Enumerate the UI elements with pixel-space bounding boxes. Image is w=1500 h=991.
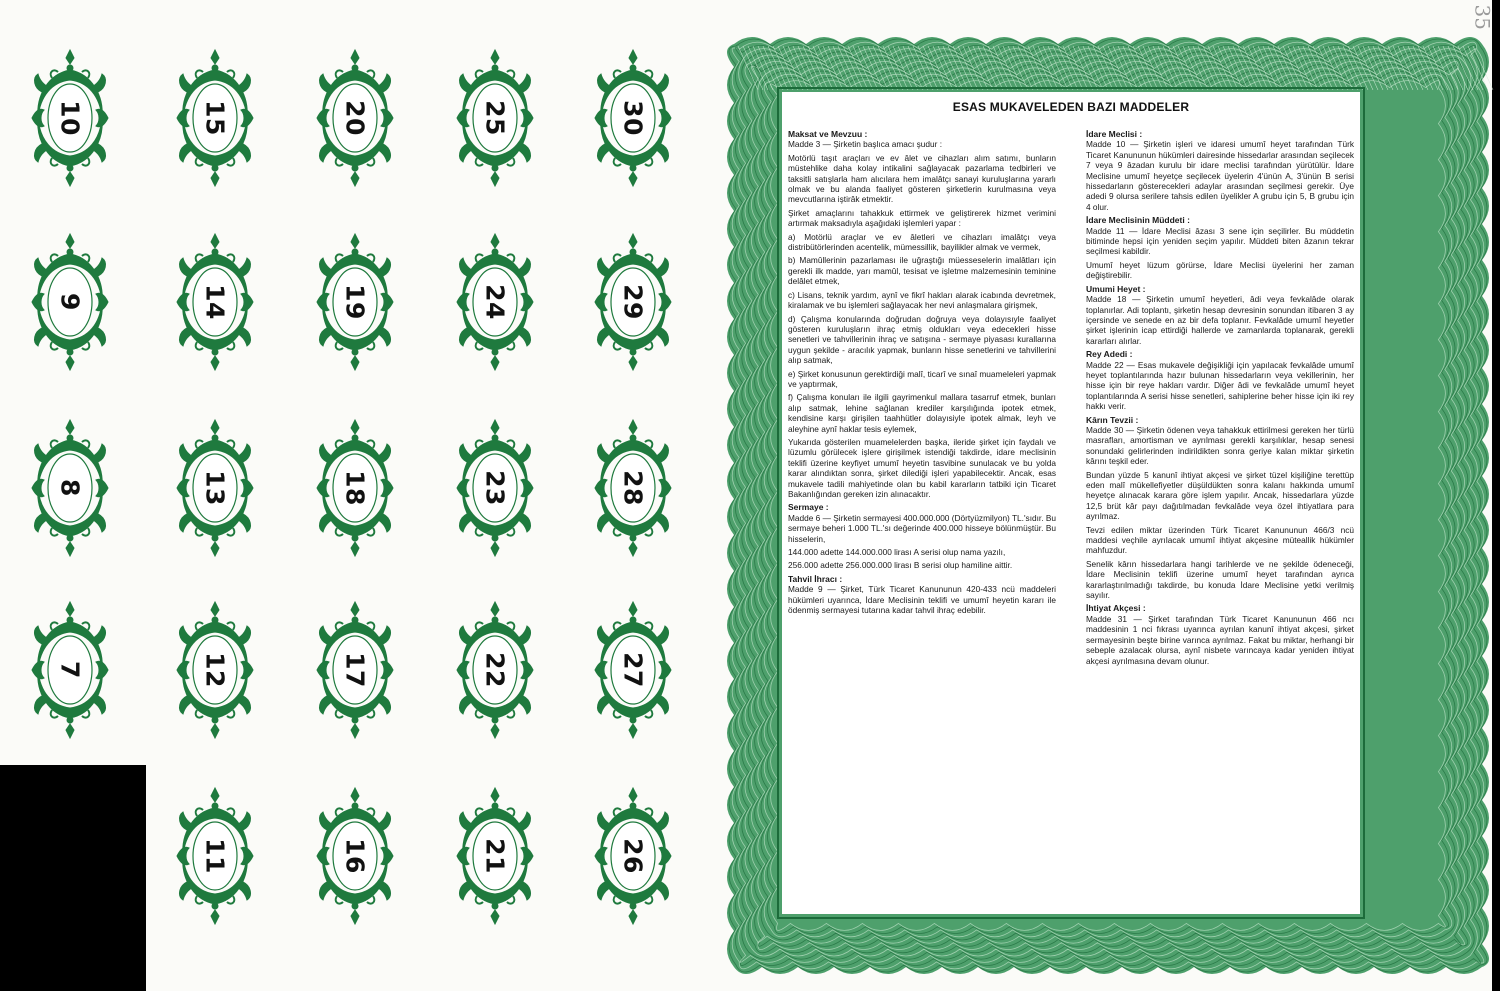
coupon-number: 29	[618, 284, 648, 320]
coupon-grid	[0, 0, 710, 991]
dividend-coupon	[315, 786, 395, 926]
coupon-number: 19	[340, 284, 370, 320]
dividend-coupon	[315, 232, 395, 372]
certificate-title: ESAS MUKAVELEDEN BAZI MADDELER	[952, 100, 1190, 114]
article-paragraph: Madde 3 — Şirketin başlıca amacı şudur :	[788, 139, 943, 150]
article-paragraph: Madde 11 — İdare Meclisi âzası 3 sene için seçilirler. Bu müddetin bitiminde hepsi için yeniden seçim yapılır. Müddeti biten âzanın tekrar seçilmesi kabildir.	[1086, 225, 1354, 257]
article-paragraph: f) Çalışma konuları ile ilgili gayrimenkul mallara tasarruf etmek, bunları alıp satmak, lehine sağlanan krediler karşılığında ipotek etmek, kendisine karşı girişilen taahhütler dolayısiyle ipotek almak, leyh ve aleyhine aynî haklar tesis eylemek,	[788, 392, 1056, 434]
dividend-coupon	[593, 418, 673, 558]
coupon-number: 28	[618, 470, 648, 506]
dividend-coupon	[455, 786, 535, 926]
coupon-number: 18	[340, 470, 370, 506]
dividend-coupon	[315, 418, 395, 558]
dividend-coupon	[30, 418, 110, 558]
dividend-coupon	[175, 418, 255, 558]
article-paragraph: b) Mamûllerinin pazarlaması ile uğraştığı müesseselerin imalâtları için gerekli ilk madde, yarı mamûl, tesisat ve işletme malzemesinin teminine delâlet etmek,	[788, 255, 1056, 287]
article-heading: Maksat ve Mevzuu :	[788, 129, 868, 139]
article-heading: İhtiyat Akçesi :	[1086, 603, 1146, 614]
dividend-coupon	[175, 48, 255, 188]
coupon-number: 9	[55, 293, 85, 311]
dividend-coupon	[175, 786, 255, 926]
coupon-number: 8	[55, 479, 85, 497]
coupon-number: 10	[55, 100, 85, 136]
article-heading: Umumi Heyet :	[1086, 283, 1146, 294]
dividend-coupon	[30, 600, 110, 740]
coupon-number: 7	[55, 661, 85, 679]
handwritten-mark: 35	[1470, 4, 1494, 30]
coupon-number: 23	[480, 470, 510, 506]
dividend-coupon	[175, 232, 255, 372]
article-paragraph: Bundan yüzde 5 kanunî ihtiyat akçesi ve şirket tüzel kişiliğine terettüp eden malî mükellefiyetler düşüldükten sonra kalanı hakkında umumî heyetçe alınacak karara göre işlem yapılır. Ancak, hissedarlara yüzde 12,5 brüt kâr payı dağıtılmadan fevkalâde veya özel ihtiyatlara para ayrılmaz.	[1086, 469, 1354, 522]
dividend-coupon	[30, 48, 110, 188]
article-paragraph: 256.000 adette 256.000.000 lirası B serisi olup hamiline aittir.	[788, 560, 1013, 571]
dividend-coupon	[593, 232, 673, 372]
right-column	[1086, 127, 1354, 669]
article-heading: İdare Meclisi :	[1086, 129, 1143, 139]
certificate-back	[718, 28, 1498, 983]
coupon-number: 30	[618, 100, 648, 136]
coupon-number: 27	[618, 652, 648, 688]
coupon-number: 21	[480, 838, 510, 874]
dividend-coupon	[593, 786, 673, 926]
article-paragraph: Madde 31 — Şirket tarafından Türk Ticaret Kanununun 466 ncı maddesinin 1 nci fıkrası uyarınca ayrılan kanunî ihtiyat akçesi, şirket sermayesinin beşte birine varınca ayrılmaz. Fakat bu miktar, herhangi bir sebeple azalacak olursa, aynî nisbete varıncaya kadar yeniden ihtiyat akçesi ayrılmasına devam olunur.	[1086, 613, 1354, 666]
article-paragraph: Yukarıda gösterilen muamelelerden başka, ileride şirket için faydalı ve lüzumlu görülecek işlere girişilmek istendiği takdirde, idare meclisinin teklifi üzerine keyfiyet umumî heyetin tasvibine sunulacak ve bu yolda karar alındıktan sonra, şirket dilediği işleri yapabilecektir. Ancak, esas mukavele tadili mahiyetinde olan bu kabil kararların tatbiki için Ticaret Bakanlığından gereken izin alınacaktır.	[788, 436, 1056, 499]
article-paragraph: Senelik kârın hissedarlara hangi tarihlerde ve ne şekilde ödeneceği, İdare Meclisinin teklifi üzerine umumî heyet tarafından ayrıca kararlaştırılmadığı takdirde, bu konuda İdare Meclisine yetki verilmiş sayılır.	[1086, 558, 1354, 601]
dividend-coupon	[455, 600, 535, 740]
coupon-number: 16	[340, 838, 370, 874]
coupon-number: 12	[200, 652, 230, 688]
article-heading: Rey Adedi :	[1086, 349, 1133, 360]
article-heading: Sermaye :	[788, 502, 829, 513]
article-paragraph: a) Motörlü araçlar ve ev âletleri ve cihazları imalâtçı veya distribütörlerinden acentelik, mümessillik, bayilikler almak ve vermek,	[788, 231, 1056, 253]
dividend-coupon	[593, 600, 673, 740]
coupon-number: 22	[480, 652, 510, 688]
coupon-number: 11	[200, 838, 230, 874]
dividend-coupon	[455, 232, 535, 372]
article-heading: İdare Meclisinin Müddeti :	[1086, 215, 1190, 226]
article-paragraph: e) Şirket konusunun gerektirdiği malî, ticarî ve sınaî muameleleri yapmak ve yaptırmak,	[788, 368, 1056, 389]
dividend-coupon	[30, 232, 110, 372]
article-paragraph: Umumî heyet lüzum görürse, İdare Meclisi üyelerini her zaman değiştirebilir.	[1086, 259, 1354, 281]
article-paragraph: Madde 10 — Şirketin işleri ve idaresi umumî heyet tarafından Türk Ticaret Kanununun hükümleri dairesinde hissedarlar arasından seçilecek 7 veya 9 âzadan kurulu bir idare meclisi tarafından yürütülür. İdare Meclisine umumî heyetçe seçilecek üyelerin 4'ünün A, 3'ünün B serisi hissedarların gösterecekleri adaylar arasından seçilmesi gerekir. Üye adedi 9 olursa serilere tahsis edilen üyelikler A grubu için 5, B grubu için 4 olur.	[1086, 139, 1354, 212]
coupon-number: 15	[200, 100, 230, 136]
dividend-coupon	[455, 48, 535, 188]
article-paragraph: Şirket amaçlarını tahakkuk ettirmek ve geliştirerek hizmet verimini artırmak maksadıyla aşağıdaki işlemleri yapar :	[788, 207, 1056, 229]
article-paragraph: Madde 6 — Şirketin sermayesi 400.000.000 (Dörtyüzmilyon) TL.'sıdır. Bu sermaye beheri 1.000 TL.'sı değerinde 400.000 hisseye bölünmüştür. Bu hisselerin,	[788, 512, 1056, 544]
article-paragraph: d) Çalışma konularında doğrudan doğruya veya dolayısıyle faaliyet gösteren kuruluşların ihraç etmiş oldukları veya edecekleri hisse senetleri ve tahvillerinin ihraç ve satışına - sermaye piyasası kurallarına uygun şekilde - aracılık yapmak, bunların hisse senetlerini ve tahvillerini alıp satmak,	[788, 313, 1056, 366]
dividend-coupon	[315, 48, 395, 188]
article-paragraph: c) Lisans, teknik yardım, aynî ve fikrî hakları alarak icabında devretmek, kiralamak ve bu işlemleri sağlayacak her nevi anlaşmalara girişmek,	[788, 289, 1056, 311]
dividend-coupon	[175, 600, 255, 740]
coupon-number: 13	[200, 470, 230, 506]
coupon-number: 26	[618, 838, 648, 874]
left-column	[788, 127, 1056, 669]
article-paragraph: Madde 18 — Şirketin umumî heyetleri, âdi veya fevkalâde olarak toplanırlar. Adi toplantı, şirketin hesap devresinin sonundan itibaren 3 ay içersinde ve senede en az bir defa toplanır. Fevkalâde umumî heyetler şirket işlerinin icap ettirdiği hallerde ve zamanlarda toplanarak, gerekli kararları alırlar.	[1086, 294, 1354, 346]
article-paragraph: Motörlü taşıt araçları ve ev âlet ve cihazları alım satımı, bunların müstehlike daha kolay intikalini sağlayacak pazarlama tedbirleri ve taksitli satışlarla ham alıcılara hem imalâtçı sanayi kuruluşlarına yararlı olmak ve bu alanda faaliyet gösteren şirketlerin kurulmasına veya mevcutlarına iştirâk etmektir.	[788, 152, 1056, 205]
article-heading: Kârın Tevzii :	[1086, 414, 1139, 425]
coupon-number: 20	[340, 100, 370, 136]
dividend-coupon	[593, 48, 673, 188]
article-paragraph: Tevzi edilen miktar üzerinden Türk Ticaret Kanununun 466/3 ncü maddesi veçhile ayrılacak umumî ihtiyat akçesine müteallik hükümler mahfuzdur.	[1086, 524, 1354, 556]
coupon-number: 25	[480, 100, 510, 136]
dividend-coupon	[455, 418, 535, 558]
article-paragraph: Madde 22 — Esas mukavele değişikliği için yapılacak fevkalâde umumî heyet toplantılarında hazır bulunan hissedarların veya vekillerinin, her hisse için bir reye hakları vardır. Diğer âdi ve fevkalâde umumî heyet toplantılarında A serisi hisse senetleri, sahiplerine beher hisse için iki rey hakkı verir.	[1086, 359, 1354, 412]
coupon-number: 17	[340, 652, 370, 688]
coupon-number: 14	[200, 284, 230, 320]
article-paragraph: 144.000 adette 144.000.000 lirası A serisi olup nama yazılı,	[788, 547, 1006, 558]
article-paragraph: Madde 9 — Şirket, Türk Ticaret Kanununun 420-433 ncü maddeleri hükümleri uyarınca, İdare Meclisinin teklifi ve umumî heyetin kararı ile ödenmiş sermayesi tutarına kadar tahvil ihraç edebilir.	[788, 584, 1056, 616]
article-paragraph: Madde 30 — Şirketin ödenen veya tahakkuk ettirilmesi gereken her türlü masrafları, amortisman ve ayrılması gerekli karşılıklar, hesap senesi sonundaki gelirlerinden indirildikten sonra geriye kalan miktar şirketin kârını teşkil eder.	[1086, 424, 1354, 467]
dividend-coupon	[315, 600, 395, 740]
article-heading: Tahvil İhracı :	[788, 573, 843, 584]
text-panel	[782, 92, 1360, 914]
coupon-number: 24	[480, 284, 510, 320]
